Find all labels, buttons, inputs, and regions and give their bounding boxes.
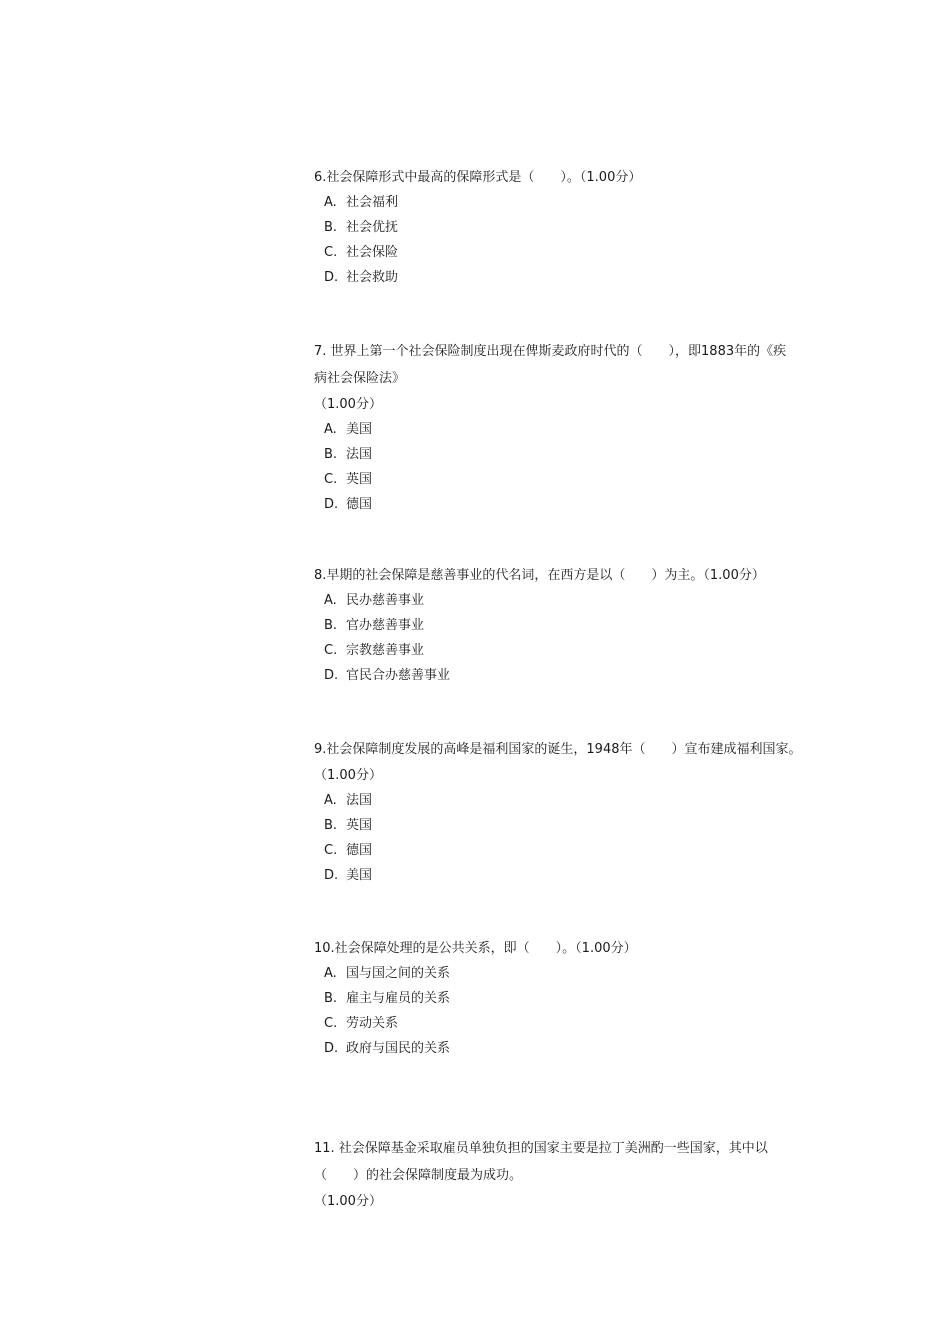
option-text: 英国 bbox=[346, 818, 373, 833]
option-letter: D. bbox=[324, 270, 339, 285]
option-letter: C. bbox=[324, 472, 338, 487]
option-letter: C. bbox=[324, 1016, 338, 1031]
option-d bbox=[314, 1036, 854, 1061]
option-letter: D. bbox=[324, 1041, 339, 1056]
question-stem: 8.早期的社会保障是慈善事业的代名词，在西方是以（ ）为主。（1.00分） bbox=[314, 568, 765, 583]
option-text: 民办慈善事业 bbox=[346, 593, 425, 608]
question-8 bbox=[314, 563, 854, 688]
option-text: 英国 bbox=[346, 472, 373, 487]
option-text: 法国 bbox=[346, 447, 373, 462]
option-a bbox=[314, 417, 854, 442]
option-a bbox=[314, 961, 854, 986]
option-text: 官办慈善事业 bbox=[346, 618, 425, 633]
option-letter: B. bbox=[324, 220, 338, 235]
option-text: 宗教慈善事业 bbox=[346, 643, 425, 658]
option-c bbox=[314, 838, 854, 863]
option-text: 美国 bbox=[346, 868, 373, 883]
option-text: 官民合办慈善事业 bbox=[346, 668, 451, 683]
option-a bbox=[314, 788, 854, 813]
option-b bbox=[314, 986, 854, 1011]
question-9 bbox=[314, 736, 854, 888]
option-b bbox=[314, 215, 854, 240]
question-stem: 9.社会保障制度发展的高峰是福利国家的诞生，1948年（ ）宣布建成福利国家。 bbox=[314, 742, 802, 757]
option-d bbox=[314, 663, 854, 688]
option-letter: D. bbox=[324, 497, 339, 512]
option-text: 社会救助 bbox=[346, 270, 399, 285]
option-d bbox=[314, 863, 854, 888]
option-text: 社会保险 bbox=[346, 245, 399, 260]
question-stem: 6.社会保障形式中最高的保障形式是（ ）。（1.00分） bbox=[314, 170, 642, 185]
question-10 bbox=[314, 936, 854, 1061]
option-letter: C. bbox=[324, 843, 338, 858]
question-stem: 11. 社会保障基金采取雇员单独负担的国家主要是拉丁美洲酌一些国家，其中以 bbox=[314, 1141, 768, 1156]
option-b bbox=[314, 442, 854, 467]
option-c bbox=[314, 467, 854, 492]
option-letter: A. bbox=[324, 593, 337, 608]
question-6 bbox=[314, 165, 854, 290]
option-letter: A. bbox=[324, 195, 337, 210]
option-a bbox=[314, 588, 854, 613]
option-letter: A. bbox=[324, 422, 337, 437]
option-text: 劳动关系 bbox=[346, 1016, 399, 1031]
question-7 bbox=[314, 338, 854, 517]
option-text: 德国 bbox=[346, 843, 373, 858]
option-text: 德国 bbox=[346, 497, 373, 512]
question-11 bbox=[314, 1135, 854, 1214]
option-b bbox=[314, 613, 854, 638]
question-stem-continued: 病社会保险法》 bbox=[314, 371, 406, 386]
option-letter: D. bbox=[324, 868, 339, 883]
option-letter: B. bbox=[324, 618, 338, 633]
option-text: 国与国之间的关系 bbox=[346, 966, 451, 981]
option-d bbox=[314, 492, 854, 517]
option-letter: B. bbox=[324, 991, 338, 1006]
question-stem: 10.社会保障处理的是公共关系，即（ ）。（1.00分） bbox=[314, 941, 637, 956]
question-score: （1.00分） bbox=[314, 397, 382, 412]
option-letter: C. bbox=[324, 245, 338, 260]
question-score: （1.00分） bbox=[314, 1194, 382, 1209]
option-text: 社会优抚 bbox=[346, 220, 399, 235]
option-c bbox=[314, 1011, 854, 1036]
option-letter: C. bbox=[324, 643, 338, 658]
option-letter: B. bbox=[324, 818, 338, 833]
option-text: 政府与国民的关系 bbox=[346, 1041, 451, 1056]
option-text: 美国 bbox=[346, 422, 373, 437]
option-b bbox=[314, 813, 854, 838]
option-d bbox=[314, 265, 854, 290]
option-c bbox=[314, 240, 854, 265]
question-score: （1.00分） bbox=[314, 768, 382, 783]
option-c bbox=[314, 638, 854, 663]
option-text: 社会福利 bbox=[346, 195, 399, 210]
option-letter: A. bbox=[324, 793, 337, 808]
option-text: 雇主与雇员的关系 bbox=[346, 991, 451, 1006]
option-letter: D. bbox=[324, 668, 339, 683]
option-a bbox=[314, 190, 854, 215]
question-stem: 7. 世界上第一个社会保险制度出现在俾斯麦政府时代的（ ），即1883年的《疾 bbox=[314, 344, 787, 359]
question-stem-continued: （ ）的社会保障制度最为成功。 bbox=[314, 1168, 523, 1183]
option-letter: B. bbox=[324, 447, 338, 462]
option-text: 法国 bbox=[346, 793, 373, 808]
option-letter: A. bbox=[324, 966, 337, 981]
